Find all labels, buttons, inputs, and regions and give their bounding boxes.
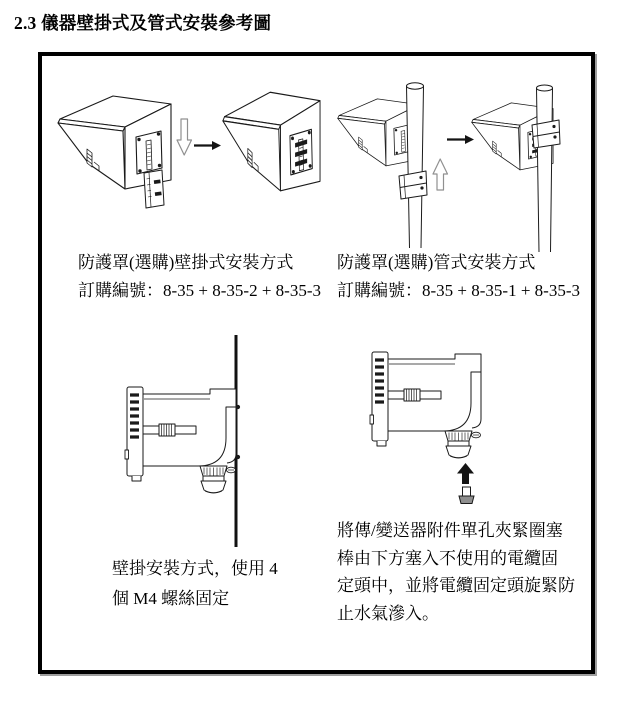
hood-after [223, 92, 320, 191]
transmitter-wall-mount-diagram [112, 333, 246, 549]
hood-wall-mount-diagram [57, 92, 317, 214]
caption-gland-plug [337, 517, 575, 627]
caption-hood-wall-mount [78, 249, 321, 305]
transmitter-gland-plug-diagram [365, 345, 497, 507]
caption-line: 訂購編號：8-35 + 8-35-2 + 8-35-3 [78, 281, 321, 300]
hood-pipe-mount-diagram [335, 80, 571, 254]
pipe-left [407, 83, 424, 248]
down-arrow-icon [177, 119, 192, 155]
caption-line: 個 M4 螺絲固定 [112, 589, 230, 608]
caption-hood-pipe-mount [337, 249, 580, 305]
caption-line: 防護罩(選購)管式安裝方式 [337, 253, 536, 272]
sealing-plug [459, 487, 474, 504]
right-arrow-icon [447, 135, 474, 144]
caption-line: 定頭中，並將電纜固定頭旋緊防 [337, 576, 575, 595]
up-arrow-icon [433, 159, 448, 190]
pipe-clamp-fixed [532, 120, 560, 148]
caption-line: 棒由下方塞入不使用的電纜固 [337, 548, 558, 568]
section-heading: 2.3 儀器壁掛式及管式安裝參考圖 [14, 13, 272, 33]
caption-line: 將傳/變送器附件單孔夾緊圈塞 [337, 521, 563, 540]
transmitter-side-view [125, 387, 236, 493]
caption-line: 訂購編號：8-35 + 8-35-1 + 8-35-3 [337, 281, 580, 300]
caption-line: 止水氣滲入。 [337, 603, 439, 623]
transmitter-side-view [370, 352, 481, 458]
up-arrow-icon [457, 463, 474, 484]
caption-line: 防護罩(選購)壁掛式安裝方式 [78, 253, 294, 272]
caption-wall-mount [112, 554, 278, 614]
hanging-bracket [144, 170, 164, 208]
pipe-clamp-loose [399, 171, 427, 199]
caption-line: 壁掛安裝方式，使用 4 [112, 559, 278, 578]
right-arrow-icon [194, 141, 221, 150]
pipe-right [537, 85, 553, 252]
